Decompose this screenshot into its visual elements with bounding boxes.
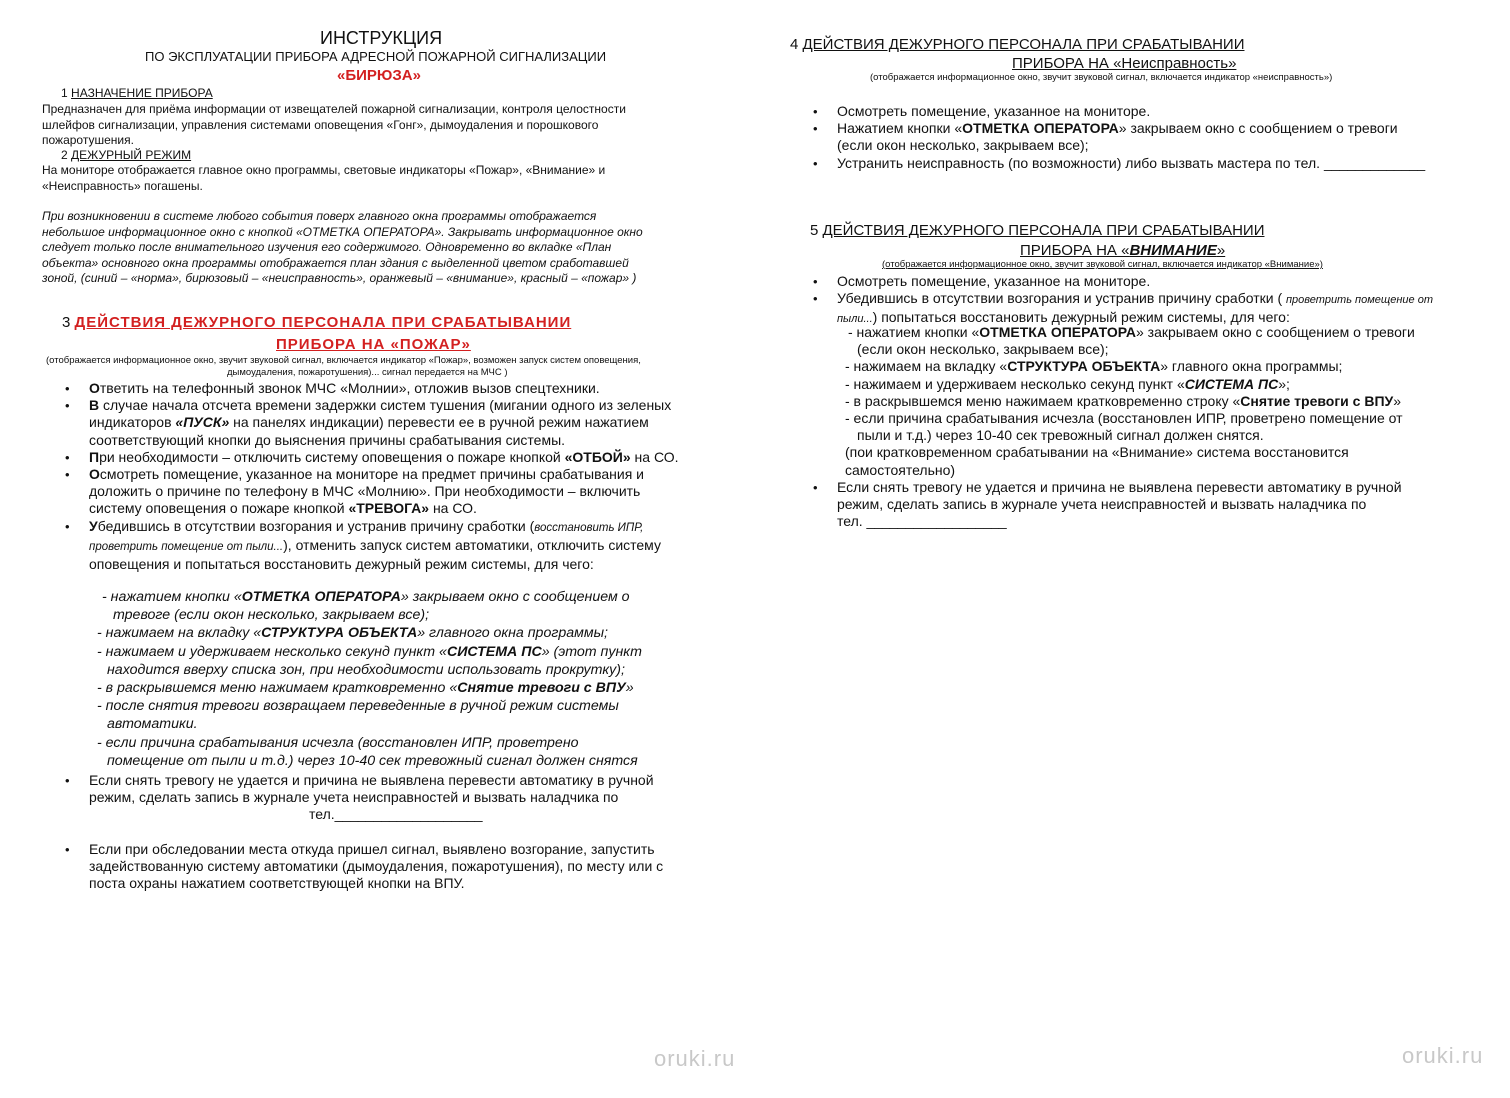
section-3-heading-2: ПРИБОРА НА «ПОЖАР» (276, 336, 471, 353)
section-5-heading: 5 ДЕЙСТВИЯ ДЕЖУРНОГО ПЕРСОНАЛА ПРИ СРАБАТЫВАНИИ (810, 222, 1265, 239)
section-5-heading-2: ПРИБОРА НА «ВНИМАНИЕ» (1020, 242, 1226, 259)
section-4-note: (отображается информационное окно, звучит звуковой сигнал, включается индикатор «неисправность») (870, 72, 1333, 83)
list-item: • Осмотреть помещение, указанное на мониторе на предмет причины срабатывания и доложить о причине по телефону в МЧС «Молнию». При необходимости – включить систему оповещения о пожаре кнопкой «ТРЕВОГА» на СО. (65, 466, 645, 517)
section-2-italic-text: При возникновении в системе любого события поверх главного окна программы отображается небольшое информационное окно с кнопкой «ОТМЕТКА ОПЕРАТОРА». Закрывать информационное окно следует только после внимательного изучения его содержимого. Одновременно во вкладке «План объекта» основного окна программы отображается план здания с выделенной цветом сработавшей зоной, (синий – «норма», бирюзовый – «неисправность», оранжевый – «внимание», красный – «пожар» ) (42, 209, 643, 285)
section-1-text: Предназначен для приёма информации от извещателей пожарной сигнализации, контроля целостности шлейфов сигнализации, управления системами оповещения «Гонг», дымоудаления и порошкового пожаротушения. (42, 102, 626, 147)
doc-subtitle: ПО ЭКСПЛУАТАЦИИ ПРИБОРА АДРЕСНОЙ ПОЖАРНОЙ СИГНАЛИЗАЦИИ (145, 49, 607, 64)
list-item: • Устранить неисправность (по возможности) либо вызвать мастера по тел. _____________ (813, 154, 1426, 171)
section-3-bullets (65, 380, 679, 573)
list-item: • Осмотреть помещение, указанное на мониторе. (813, 103, 1151, 119)
section-4-bullets (813, 103, 1425, 172)
section-5-bullets (813, 273, 1433, 329)
doc-title: ИНСТРУКЦИЯ (320, 28, 443, 48)
section-5-note: (отображается информационное окно, звучит звуковой сигнал, включается индикатор «Внимание») (882, 259, 1323, 270)
section-3-bullets-2 (65, 772, 663, 892)
list-item: • Ответить на телефонный звонок МЧС «Молнии», отложив вызов спецтехники. (65, 380, 600, 396)
section-3-note: (отображается информационное окно, звучит звуковой сигнал, включается индикатор «Пожар», возможен запуск систем оповещения, дымоудаления, пожаротушения)... сигнал передается на МЧС ) (46, 355, 641, 378)
list-item: • Убедившись в отсутствии возгорания и устранив причину сработки ( проветрить помещение от пыли...) попытаться восстановить дежурный режим системы, для чего: (813, 290, 1433, 326)
section-5-bullets-2 (813, 479, 1402, 531)
list-item: • Осмотреть помещение, указанное на мониторе. (813, 273, 1151, 289)
list-item: • Если снять тревогу не удается и причина не выявлена перевести автоматику в ручной режим, сделать запись в журнале учета неисправностей и вызвать наладчика по тел.___________________ (65, 772, 654, 823)
section-2-heading: 2 ДЕЖУРНЫЙ РЕЖИМ (61, 148, 192, 162)
watermark: oruki.ru (654, 1046, 736, 1071)
watermark: oruki.ru (1402, 1043, 1484, 1068)
section-2-text: На мониторе отображается главное окно программы, световые индикаторы «Пожар», «Внимание» и «Неисправность» погашены. (42, 163, 606, 193)
list-item: • Убедившись в отсутствии возгорания и устранив причину сработки (восстановить ИПР, проветрить помещение от пыли...), отменить запуск систем автоматики, отключить систему оповещения и попытаться восстановить дежурный режим системы, для чего: (65, 517, 661, 573)
section-3-heading: 3 ДЕЙСТВИЯ ДЕЖУРНОГО ПЕРСОНАЛА ПРИ СРАБАТЫВАНИИ (62, 314, 572, 331)
list-item: • В случае начала отсчета времени задержки систем тушения (мигании одного из зеленых индикаторов «ПУСК» на панелях индикации) перевести ее в ручной режим нажатием соответствующий кнопки до выяснения причины срабатывания системы. (65, 397, 672, 448)
brand-name: «БИРЮЗА» (337, 67, 421, 84)
section-4-heading: 4 ДЕЙСТВИЯ ДЕЖУРНОГО ПЕРСОНАЛА ПРИ СРАБАТЫВАНИИ (790, 36, 1245, 53)
list-item: • Если при обследовании места откуда пришел сигнал, выявлено возгорание, запустить задействованную систему автоматики (дымоудаления, пожаротушения), по месту или с поста охраны нажатием соответствующей кнопки на ВПУ. (65, 840, 664, 892)
list-item: • Нажатием кнопки «ОТМЕТКА ОПЕРАТОРА» закрываем окно с сообщением о тревоги (если окон несколько, закрываем все); (813, 120, 1398, 154)
list-item: • Если снять тревогу не удается и причина не выявлена перевести автоматику в ручной режим, сделать запись в журнале учета неисправностей и вызвать наладчика по тел. __________________ (813, 479, 1402, 530)
section-1-heading: 1 НАЗНАЧЕНИЕ ПРИБОРА (61, 86, 213, 100)
section-3-steps: - нажатием кнопки «ОТМЕТКА ОПЕРАТОРА» закрываем окно с сообщением о тревоге (если окон несколько, закрываем все); - нажимаем на вкладку «СТРУКТУРА ОБЪЕКТА» главного окна программы; - нажимаем и удерживаем несколько секунд пункт «СИСТЕМА ПС» (этот пункт находится вверху списка зон, при необходимости использовать прокрутку); - в раскрывшемся меню нажимаем кратковременно «Снятие тревоги с ВПУ» - после снятия тревоги возвращаем переведенные в ручной режим системы автоматики. - если причина срабатывания исчезла (восстановлен ИПР, проветрено помещение от пыли и т.д.) через 10-40 сек тревожный сигнал должен снятся (97, 589, 642, 769)
list-item: • При необходимости – отключить систему оповещения о пожаре кнопкой «ОТБОЙ» на СО. (65, 448, 679, 465)
section-4-heading-2: ПРИБОРА НА «Неисправность» (1012, 55, 1237, 72)
section-5-steps: - нажатием кнопки «ОТМЕТКА ОПЕРАТОРА» закрываем окно с сообщением о тревоги (если окон несколько, закрываем все); - нажимаем на вкладку «СТРУКТУРА ОБЪЕКТА» главного окна программы; - нажимаем и удерживаем несколько секунд пункт «СИСТЕМА ПС»; - в раскрывшемся меню нажимаем кратковременно строку «Снятие тревоги с ВПУ» - если причина срабатывания исчезла (восстановлен ИПР, проветрено помещение от пыли и т.д.) через 10-40 сек тревожный сигнал должен снятся. (пои кратковременном срабатывании на «Внимание» система восстановится самостоятельно) (845, 324, 1415, 478)
